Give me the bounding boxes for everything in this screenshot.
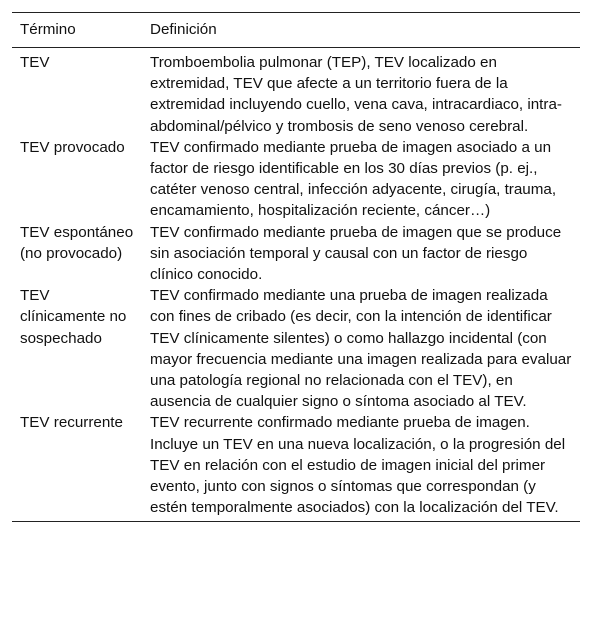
term-cell: TEV — [20, 54, 50, 71]
table-body — [12, 48, 580, 522]
table-row — [12, 48, 580, 137]
term-cell: TEV provocado — [20, 138, 125, 156]
definition-cell: Tromboembolia pulmonar (TEP), TEV localizado en extremidad, TEV que afecte a un territorio fuera de la extremidad incluyendo cuello, vena cava, intracardiaco, intra-abdominal/pélvico y trombosis de seno venoso cerebral. — [150, 54, 562, 135]
definition-cell: TEV confirmado mediante prueba de imagen que se produce sin asociación temporal y causal con un factor de riesgo clínico conocido. — [150, 223, 562, 284]
term-cell: TEV recurrente — [12, 412, 142, 522]
definition-cell: TEV confirmado mediante prueba de imagen asociado a un factor de riesgo identificable en los 30 días previos (p. ej., catéter venoso central, infección adyacente, cirugía, trauma, encamamiento, hospitalización reciente, cáncer…) — [150, 138, 557, 220]
header-term: Término — [12, 13, 142, 48]
definitions-table — [12, 12, 580, 522]
definitions-table-container — [12, 12, 580, 522]
table-row — [12, 412, 580, 522]
table-row — [12, 285, 580, 412]
definition-cell: TEV recurrente confirmado mediante prueba de imagen. Incluye un TEV en una nueva localización, o la progresión del TEV en relación con el estudio de imagen inicial del primer evento, junto con signos o síntomas que correspondan (y estén temporalmente asociados) con la localización del TEV. — [142, 412, 580, 522]
header-definition: Definición — [142, 13, 580, 48]
table-header — [12, 13, 580, 48]
term-cell: TEV clínicamente no sospechado — [20, 287, 127, 347]
table-row — [12, 222, 580, 286]
table-row — [12, 137, 580, 222]
term-cell: TEV espontáneo (no provocado) — [20, 223, 134, 262]
definition-cell: TEV confirmado mediante una prueba de imagen realizada con fines de cribado (es decir, con la intención de identificar TEV clínicamente silentes) o como hallazgo incidental (con mayor frecuencia mediante una imagen realizada para evaluar una patología regional no relacionada con el TEV), en ausencia de cualquier signo o síntoma asociado al TEV. — [150, 287, 572, 411]
header-row — [12, 13, 580, 48]
